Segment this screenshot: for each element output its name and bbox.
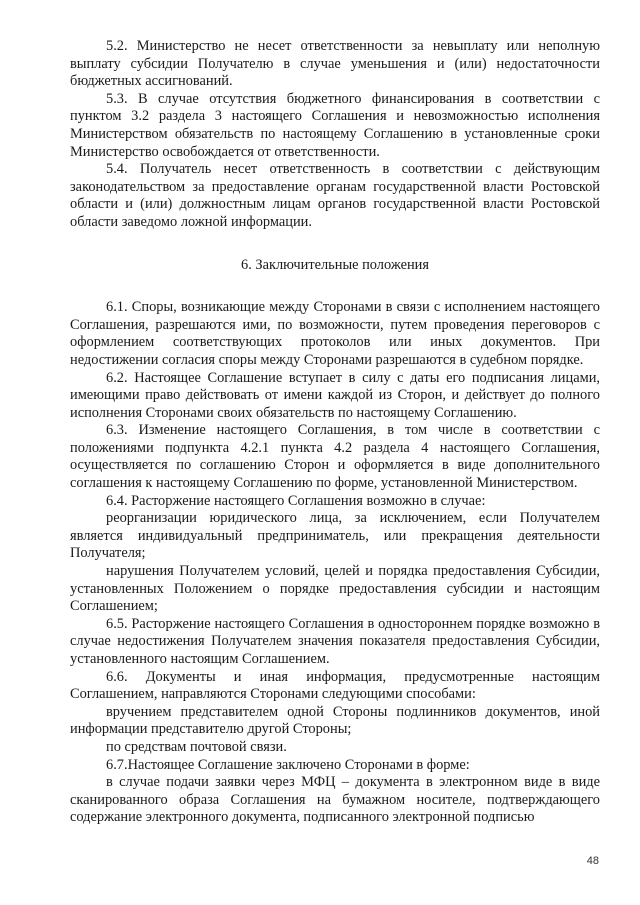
paragraph-6-6: 6.6. Документы и иная информация, предусмотренные настоящим Соглашением, направляются Сторонами следующими способами: xyxy=(70,668,600,703)
paragraph-6-4-reorganization: реорганизации юридического лица, за исключением, если Получателем является индивидуальный предприниматель, или прекращения деятельности Получателя; xyxy=(70,510,600,562)
paragraph-6-6-post: по средствам почтовой связи. xyxy=(106,738,287,755)
paragraph-6-7: 6.7.Настоящее Соглашение заключено Сторонами в форме: xyxy=(106,756,470,773)
paragraph-6-4-violation: нарушения Получателем условий, целей и порядка предоставления Субсидии, установленных Положением о порядке предоставления субсидии и настоящим Соглашением; xyxy=(70,563,600,615)
page-number: 48 xyxy=(586,855,599,867)
paragraph-6-4: 6.4. Расторжение настоящего Соглашения возможно в случае: xyxy=(106,492,486,509)
paragraph-6-5: 6.5. Расторжение настоящего Соглашения в одностороннем порядке возможно в случае недостижения Получателем значения показателя предоставления Субсидии, установленного настоящим Соглашением. xyxy=(70,615,600,667)
paragraph-6-7-mfc: в случае подачи заявки через МФЦ – документа в электронном виде в виде сканированного образа Соглашения на бумажном носителе, подтверждающего содержание электронного документа, подписанного электронной подписью xyxy=(70,774,600,826)
paragraph-5-4: 5.4. Получатель несет ответственность в соответствии с действующим законодательством за предоставление органам государственной власти Ростовской области и (или) должностным лицам органов государственной власти Ростовской области заведомо ложной информации. xyxy=(70,161,600,230)
paragraph-6-6-delivery: вручением представителем одной Стороны подлинников документов, иной информации представителю другой Стороны; xyxy=(70,703,600,738)
paragraph-5-2: 5.2. Министерство не несет ответственности за невыплату или неполную выплату субсидии Получателю в случае уменьшения и (или) недостаточности бюджетных ассигнований. xyxy=(70,38,600,90)
paragraph-6-2: 6.2. Настоящее Соглашение вступает в силу с даты его подписания лицами, имеющими право действовать от имени каждой из Сторон, и действует до полного исполнения Сторонами своих обязательств по настоящему Соглашению. xyxy=(70,369,600,421)
paragraph-6-3: 6.3. Изменение настоящего Соглашения, в том числе в соответствии с положениями подпункта 4.2.1 пункта 4.2 раздела 4 настоящего Соглашения, осуществляется по соглашению Сторон и оформляется в виде дополнительного соглашения к настоящему Соглашению по форме, установленной Министерством. xyxy=(70,422,600,492)
section-heading: 6. Заключительные положения xyxy=(241,256,429,273)
paragraph-6-1: 6.1. Споры, возникающие между Сторонами в связи с исполнением настоящего Соглашения, разрешаются ими, по возможности, путем проведения переговоров с оформлением соответствующих протоколов или иных документов. При недостижении согласия споры между Сторонами разрешаются в судебном порядке. xyxy=(70,299,600,368)
paragraph-5-3: 5.3. В случае отсутствия бюджетного финансирования в соответствии с пунктом 3.2 раздела 3 настоящего Соглашения и невозможностью исполнения Министерством обязательств по настоящему Соглашению в установленные сроки Министерство освобождается от ответственности. xyxy=(70,90,600,160)
